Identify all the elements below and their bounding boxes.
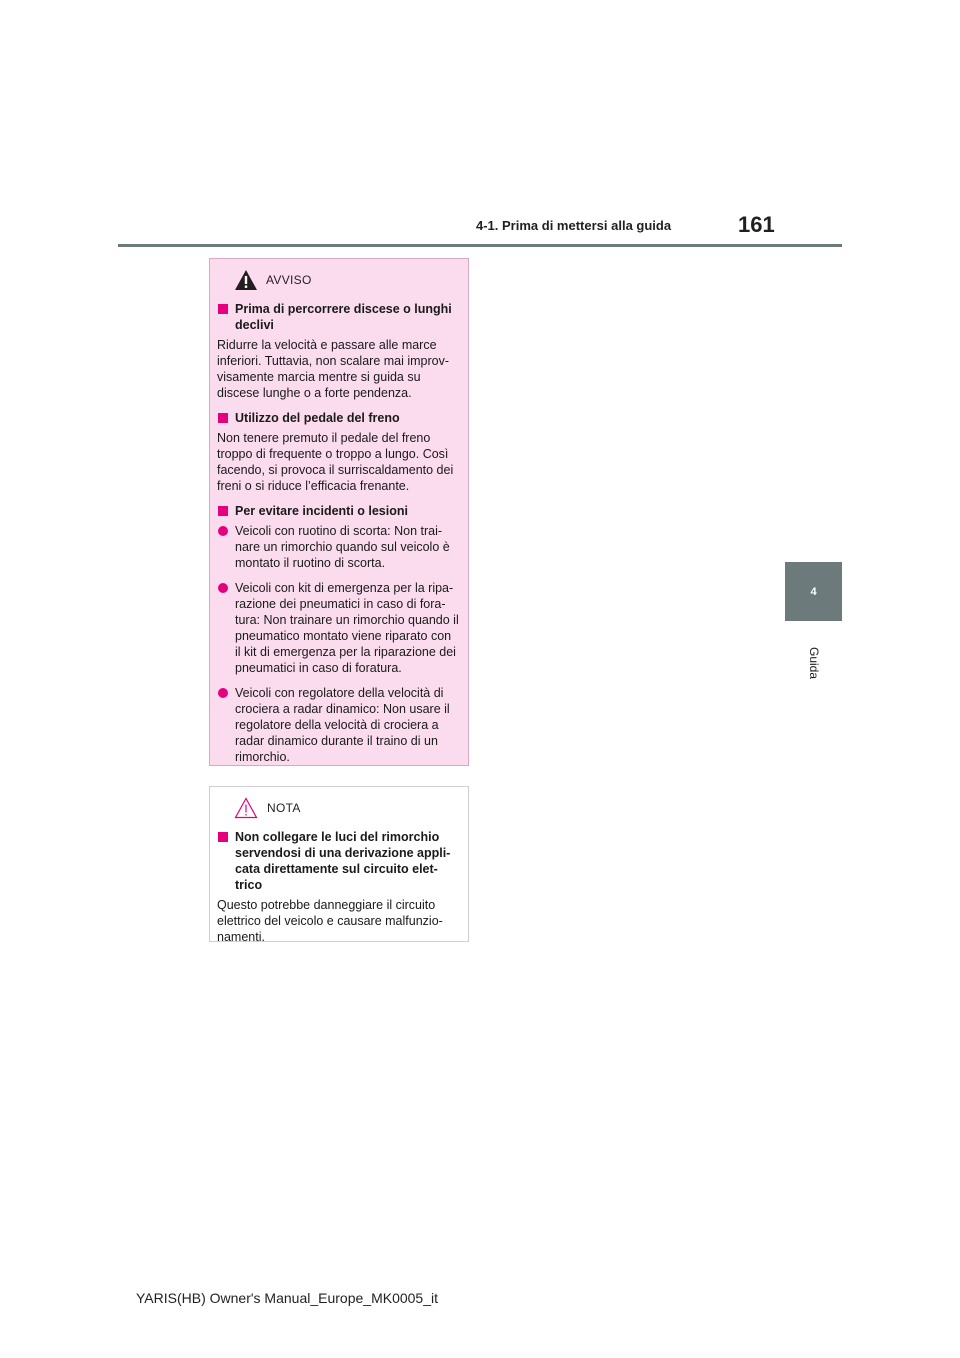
square-bullet-icon — [218, 304, 228, 314]
warning-section-heading — [217, 410, 460, 426]
footer — [0, 1290, 960, 1306]
note-section-heading — [217, 829, 460, 893]
round-bullet-icon — [218, 583, 228, 593]
footer-text: YARIS(HB) Owner's Manual_Europe_MK0005_it — [136, 1290, 438, 1306]
list-item-text: Veicoli con regolatore della velocità di crociera a radar dinamico: Non usare il regolatore della velocità di crociera a radar dinamico durante il traino di un rimorchio. — [235, 686, 450, 764]
section-title: 4-1. Prima di mettersi alla guida — [476, 218, 672, 233]
square-bullet-icon — [218, 413, 228, 423]
note-title: NOTA — [267, 801, 301, 815]
note-box — [209, 786, 469, 942]
square-bullet-icon — [218, 832, 228, 842]
section-heading-text: Prima di percorrere discese o lunghi declivi — [235, 302, 452, 332]
list-item-text: Veicoli con ruotino di scorta: Non trai-nare un rimorchio quando sul veicolo è montato il ruotino di scorta. — [235, 524, 450, 570]
warning-section-heading — [217, 503, 460, 519]
chapter-number: 4 — [810, 586, 817, 598]
round-bullet-icon — [218, 688, 228, 698]
section-paragraph: Ridurre la velocità e passare alle marce inferiori. Tuttavia, non scalare mai improv-visamente marcia mentre si guida su discese lunghe o a forte pendenza. — [217, 338, 450, 400]
list-item — [217, 523, 460, 571]
note-header — [217, 797, 460, 817]
warning-box — [209, 258, 469, 766]
section-heading-text: Per evitare incidenti o lesioni — [235, 504, 408, 518]
section-heading-text: Non collegare le luci del rimorchio servendosi di una derivazione appli-cata direttamente sul circuito elet-trico — [235, 830, 451, 892]
list-item — [217, 685, 460, 765]
warning-header — [217, 269, 460, 289]
section-heading-text: Utilizzo del pedale del freno — [235, 411, 400, 425]
chapter-label-text: Guida — [806, 646, 821, 680]
section-paragraph: Non tenere premuto il pedale del freno troppo di frequente o troppo a lungo. Così facendo, si provoca il surriscaldamento dei freni o si riduce l’efficacia frenante. — [217, 431, 454, 493]
warning-title: AVVISO — [266, 273, 312, 287]
chapter-label — [785, 648, 842, 678]
page-number: 161 — [738, 212, 775, 237]
caution-triangle-icon — [234, 797, 258, 819]
chapter-tab — [785, 562, 842, 621]
section-paragraph: Questo potrebbe danneggiare il circuito elettrico del veicolo e causare malfunzio-namenti. — [217, 898, 443, 944]
list-item-text: Veicoli con kit di emergenza per la ripa-razione dei pneumatici in caso di fora-tura: Non trainare un rimorchio quando il pneumatico montato viene riparato con il kit di emergenza per la riparazione dei pneumatici in caso di foratura. — [235, 581, 459, 675]
round-bullet-icon — [218, 526, 228, 536]
square-bullet-icon — [218, 506, 228, 516]
warning-triangle-icon — [234, 269, 258, 291]
list-item — [217, 580, 460, 676]
header-divider — [118, 244, 842, 247]
warning-section-heading — [217, 301, 460, 333]
